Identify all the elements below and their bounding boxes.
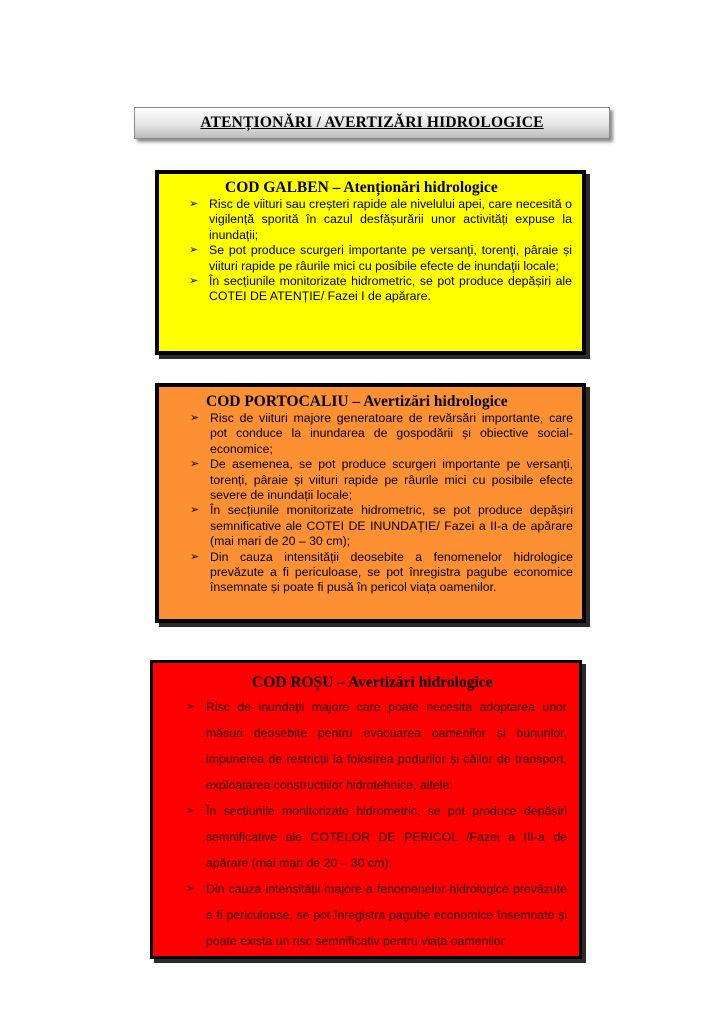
list-item: ➢ În secțiunile monitorizate hidrometric, se pot produce depășiri semnificative ale COTELOR DE PERICOL /Fazei a III-a de apărare (mai mari de 20 – 30 cm);: [206, 798, 567, 876]
code-red-box: [150, 660, 582, 959]
list-item: ➢ În secțiunile monitorizate hidrometric, se pot produce depășiri ale COTEI DE ATENȚIE/ Fazei I de apărare.: [189, 274, 572, 304]
code-orange-list: [190, 411, 573, 596]
list-item: ➢ De asemenea, se pot produce scurgeri importante pe versanți, torenți, pâraie și viituri rapide pe râurile mici cu posibile efecte severe de inundații locale;: [190, 457, 573, 503]
code-orange-box: [155, 383, 586, 623]
list-item: ➢ Se pot produce scurgeri importante pe versanţi, torenţi, pâraie și viituri rapide pe râurile mici cu posibile efecte de inundaţii locale;: [189, 243, 572, 273]
code-yellow-box: [155, 170, 586, 355]
arrow-bullet-icon: ➢: [190, 458, 200, 471]
list-item: ➢ Risc de viituri majore generatoare de revărsări importante, care pot conduce la inundarea de gospodării și obiective social-economice;: [190, 411, 573, 456]
code-yellow-heading: COD GALBEN – Atenționări hidrologice: [225, 179, 498, 196]
page-title: ATENȚIONĂRI / AVERTIZĂRI HIDROLOGICE: [200, 114, 544, 131]
list-item: ➢ În secțiunile monitorizate hidrometric, se pot produce depășiri semnificative ale COTEI DE INUNDAȚIE/ Fazei a II-a de apărare (mai mari de 20 – 30 cm);: [190, 503, 573, 549]
code-red-heading: COD ROȘU – Avertizări hidrologice: [252, 674, 493, 691]
arrow-bullet-icon: ➢: [189, 198, 199, 210]
code-red-list: [186, 694, 567, 954]
arrow-bullet-icon: ➢: [190, 412, 200, 424]
arrow-bullet-icon: ➢: [186, 805, 196, 817]
arrow-bullet-icon: ➢: [189, 275, 199, 288]
list-item: ➢ Risc de inundații majore care poate necesita adoptarea unor măsuri deosebite pentru evacuarea oamenilor și bunurilor, impunerea de restricții la folosirea podurilor și căilor de transport, exploatarea construcțiilor hidrotehnice, altele;: [206, 694, 567, 798]
code-orange-heading: COD PORTOCALIU – Avertizări hidrologice: [206, 393, 508, 410]
arrow-bullet-icon: ➢: [190, 504, 200, 517]
arrow-bullet-icon: ➢: [189, 244, 199, 257]
arrow-bullet-icon: ➢: [186, 883, 196, 895]
page-title-bar: [134, 107, 610, 139]
code-yellow-list: [189, 197, 572, 305]
arrow-bullet-icon: ➢: [190, 550, 200, 563]
list-item: ➢ Din cauza intensității majore a fenomenelor hidrologice prevăzute a fi periculoase, se pot înregistra pagube economice însemnate și poate exista un risc semnificativ pentru viața oamenilor: [206, 876, 567, 954]
list-item: ➢ Risc de viituri sau creșteri rapide ale nivelului apei, care necesită o vigilență sporită în cazul desfășurării unor activități expuse la inundații;: [189, 197, 572, 242]
arrow-bullet-icon: ➢: [186, 701, 196, 713]
list-item: ➢ Din cauza intensității deosebite a fenomenelor hidrologice prevăzute a fi periculoase, se pot înregistra pagube economice însemnate și poate fi pusă în pericol viața oamenilor.: [190, 549, 573, 595]
